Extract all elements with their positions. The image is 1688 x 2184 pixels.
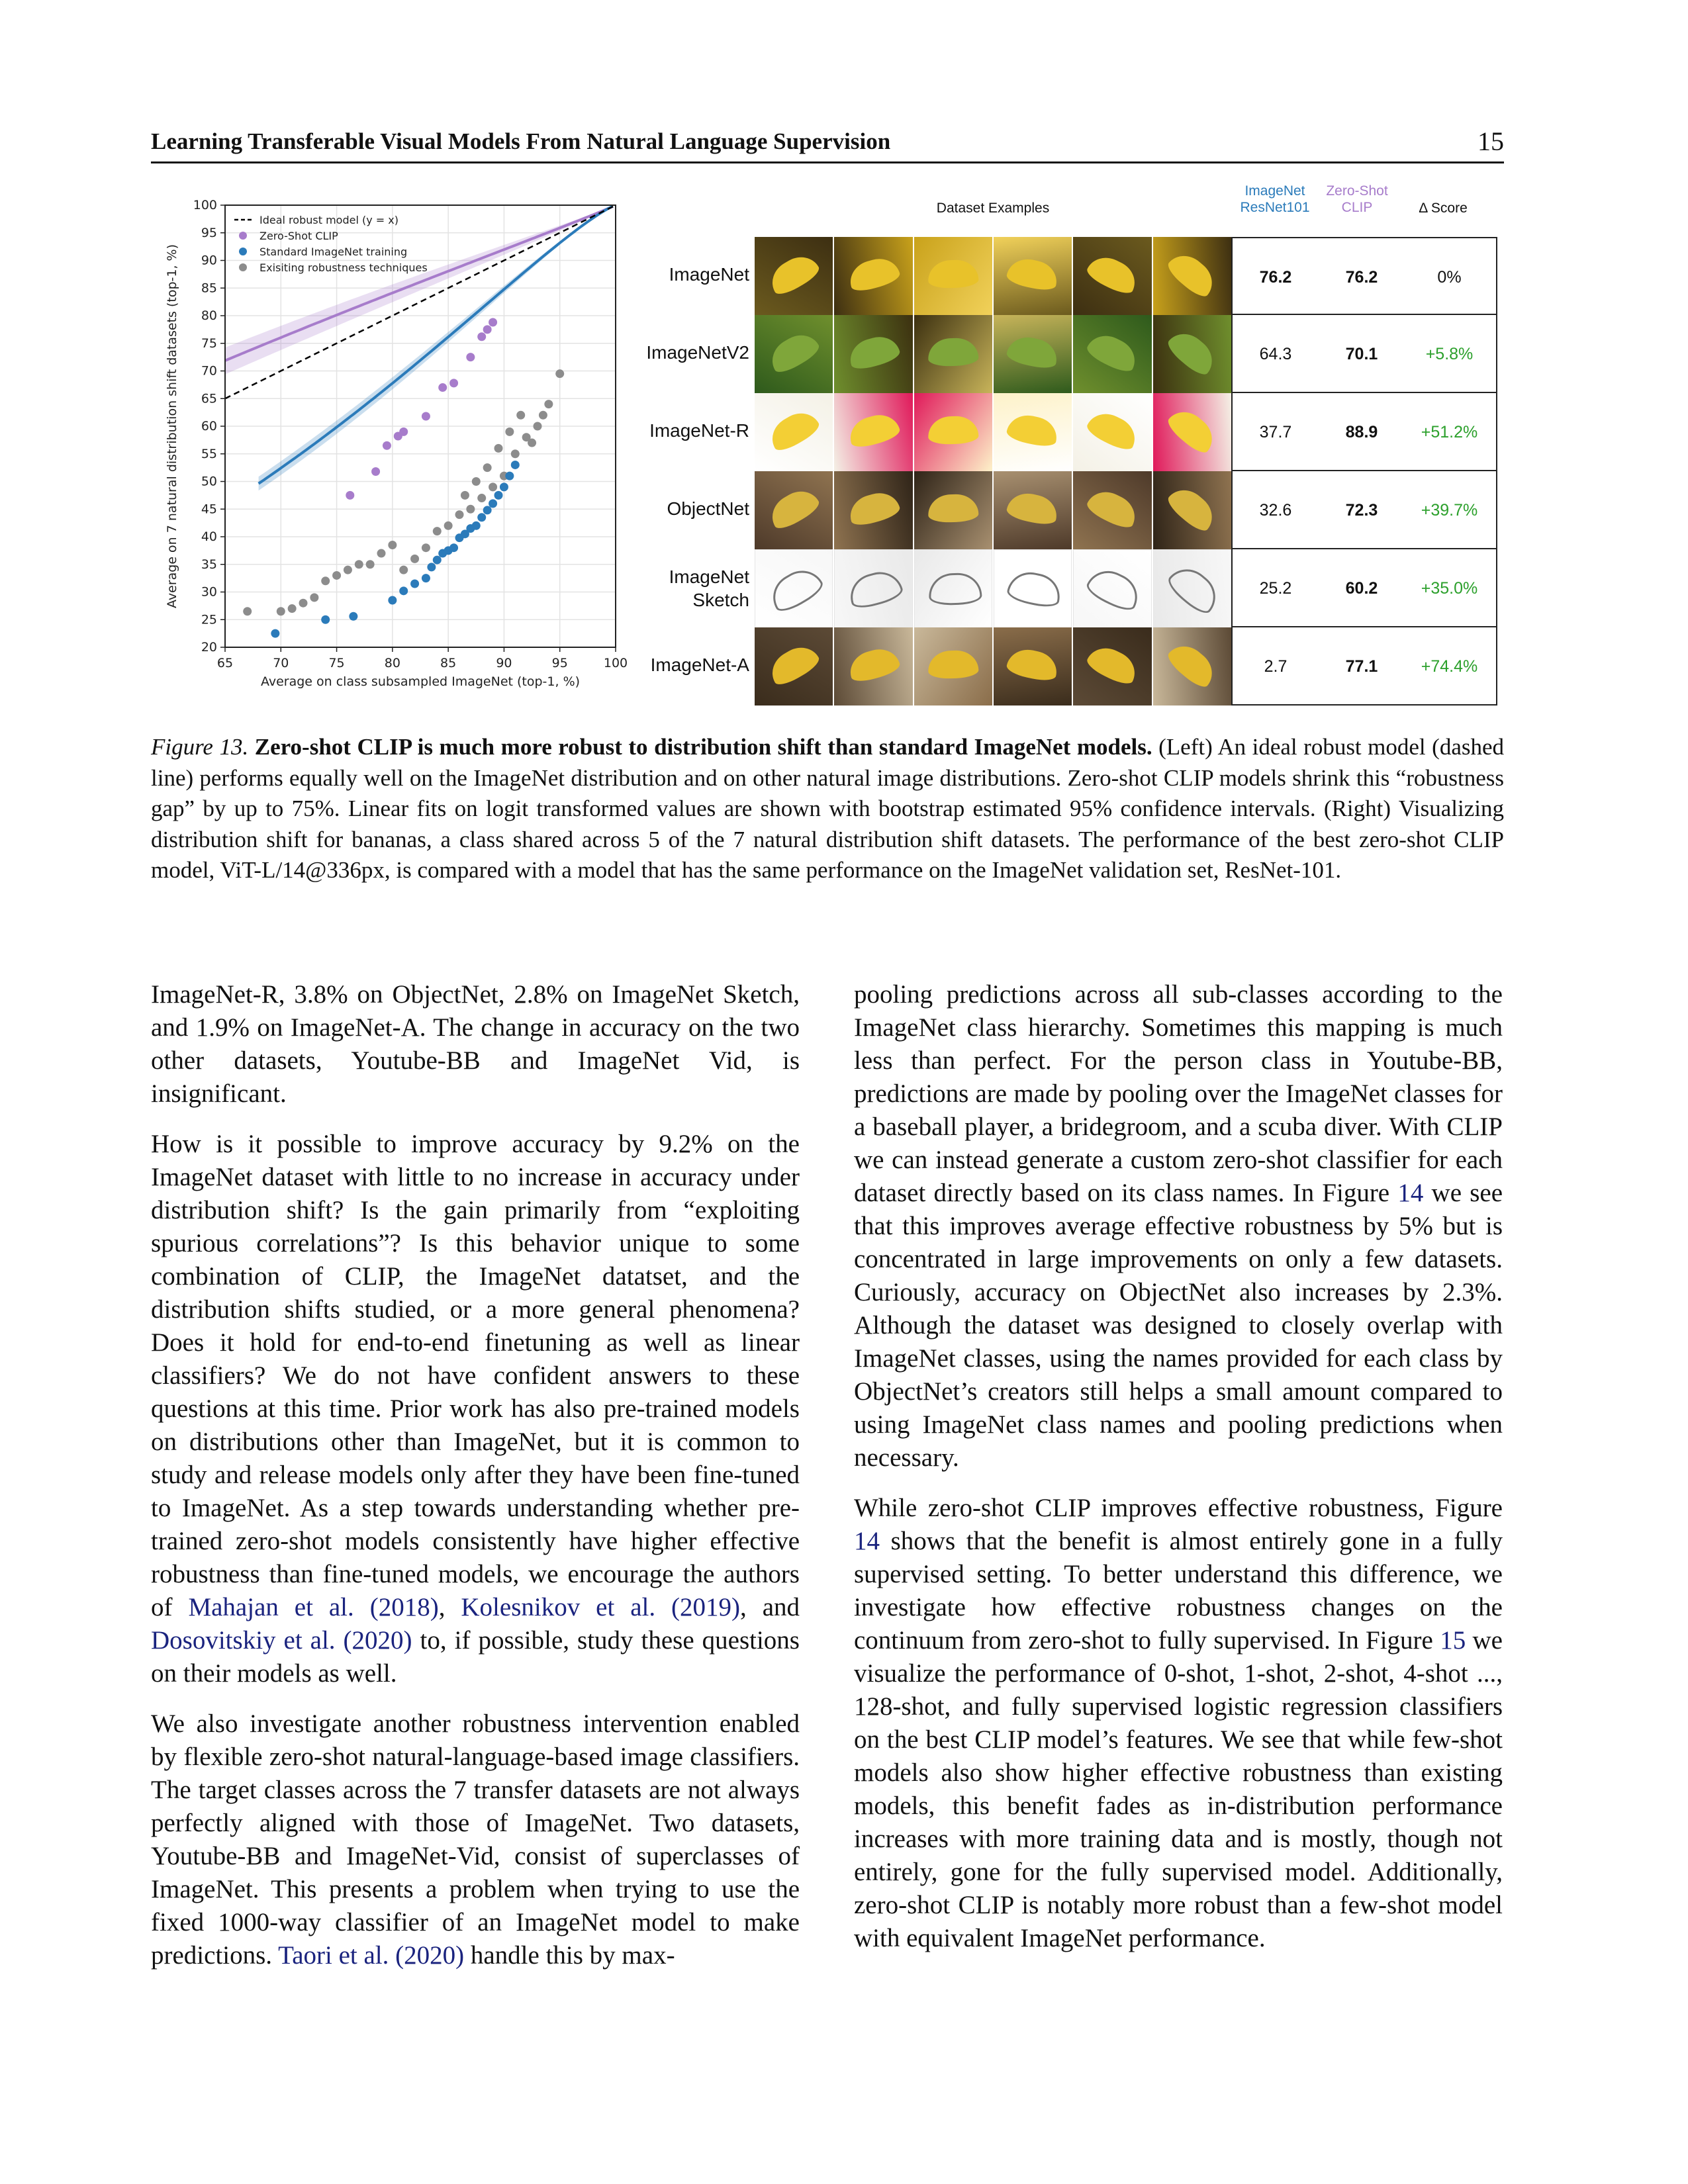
y-tick-label: 75: [201, 336, 217, 351]
banana-image: [755, 627, 833, 705]
banana-example-images: [755, 315, 1231, 393]
data-point: [422, 412, 430, 420]
legend-label: Ideal robust model (y = x): [259, 214, 399, 226]
data-point: [422, 543, 430, 552]
x-tick-label: 85: [440, 656, 457, 670]
data-point: [539, 411, 547, 420]
data-point: [489, 499, 497, 508]
banana-shape: [1164, 326, 1220, 379]
figure-link[interactable]: 14: [1397, 1179, 1424, 1207]
x-tick-label: 95: [551, 656, 568, 670]
banana-shape: [765, 484, 823, 533]
delta-score: +51.2%: [1421, 422, 1478, 441]
data-point: [483, 325, 492, 334]
data-point: [494, 491, 503, 500]
data-point: [555, 369, 564, 378]
banana-image: [755, 549, 833, 629]
clip-score: 72.3: [1345, 500, 1378, 520]
banana-image: [914, 471, 992, 549]
banana-image: [994, 393, 1072, 471]
dataset-label: ImageNet-R: [649, 420, 749, 441]
y-tick-label: 65: [201, 391, 217, 406]
banana-shape: [1006, 490, 1060, 527]
dataset-examples-header: Dataset Examples: [936, 201, 1050, 216]
banana-image: [755, 237, 833, 315]
resnet-score: 37.7: [1259, 422, 1292, 441]
resnet-score: 25.2: [1259, 578, 1292, 598]
y-tick-label: 85: [201, 281, 217, 296]
data-point: [466, 353, 475, 361]
data-point: [422, 574, 430, 582]
resnet-score: 2.7: [1264, 657, 1288, 676]
banana-shape: [1164, 638, 1220, 692]
delta-score: +74.4%: [1421, 657, 1478, 676]
banana-example-images: [755, 627, 1231, 705]
data-point: [310, 593, 318, 602]
banana-image: [914, 549, 992, 629]
banana-image: [1153, 627, 1231, 705]
banana-shape: [927, 338, 978, 367]
data-point: [433, 527, 442, 535]
clip-header: Zero-Shot CLIP: [1326, 183, 1388, 215]
banana-image: [755, 393, 833, 471]
banana-shape: [927, 494, 978, 523]
y-tick-label: 90: [201, 253, 217, 268]
banana-shape: [845, 645, 901, 686]
banana-shape: [1084, 251, 1141, 298]
clip-score: 88.9: [1345, 422, 1378, 441]
data-point: [477, 332, 486, 341]
banana-shape: [1164, 404, 1220, 457]
banana-image: [834, 471, 912, 549]
banana-shape: [845, 488, 901, 529]
banana-shape: [1006, 646, 1060, 684]
banana-image: [1073, 393, 1151, 471]
banana-example-images: [755, 549, 1231, 627]
running-header: [151, 124, 1504, 163]
resnet-score: 64.3: [1259, 344, 1292, 363]
banana-image: [914, 627, 992, 705]
score-row: [1231, 315, 1497, 393]
legend-label: Standard ImageNet training: [259, 246, 408, 258]
robustness-scatter-chart: [151, 185, 628, 702]
figure-link[interactable]: 15: [1440, 1626, 1466, 1655]
y-tick-label: 60: [201, 419, 217, 433]
figure-label: Figure 13.: [151, 734, 249, 760]
legend-label: Exisiting robustness techniques: [259, 261, 428, 274]
banana-shape: [845, 332, 901, 373]
data-point: [346, 491, 354, 500]
data-point: [271, 629, 279, 638]
data-point: [410, 579, 419, 588]
figure-link[interactable]: 14: [854, 1527, 880, 1555]
data-point: [466, 505, 475, 514]
x-tick-label: 100: [603, 656, 628, 670]
banana-image: [755, 315, 833, 393]
data-point: [516, 411, 525, 420]
banana-image: [1153, 315, 1231, 393]
data-point: [505, 472, 514, 480]
data-point: [377, 549, 386, 558]
resnet-score: 32.6: [1259, 500, 1292, 520]
banana-shape: [765, 328, 823, 377]
banana-image: [834, 393, 912, 471]
delta-score: 0%: [1437, 267, 1462, 287]
delta-score: +5.8%: [1425, 344, 1474, 363]
data-point: [288, 604, 297, 613]
data-point: [355, 560, 363, 569]
data-point: [489, 482, 497, 491]
banana-distribution-shift-figure: [629, 179, 1503, 695]
banana-shape: [927, 416, 978, 445]
citation-link[interactable]: Taori et al. (2020): [278, 1941, 465, 1970]
banana-shape: [845, 567, 906, 612]
banana-shape: [1006, 255, 1060, 293]
banana-image: [994, 315, 1072, 393]
banana-image: [1073, 315, 1151, 393]
caption-text: (Left) An ideal robust model (dashed line) performs equally well on the ImageNet distribution and on other natural image distributions. Zero-shot CLIP models shrink this “robustness gap” by up to 75%. Linear fits on logit transformed values are shown with bootstrap estimated 95% confidence intervals. (Right) Visualizing distribution shift for bananas, a class shared across 5 of the 7 natural distribution shift datasets. The performance of the best zero-shot CLIP model, ViT-L/14@336px, is compared with a model that has the same performance on the ImageNet validation set, ResNet-101.: [151, 734, 1505, 883]
data-point: [544, 400, 553, 408]
paper-title: Learning Transferable Visual Models From Natural Language Supervision: [151, 128, 891, 154]
resnet-header: ImageNet ResNet101: [1240, 183, 1310, 215]
score-row: [1231, 627, 1497, 705]
x-tick-label: 70: [273, 656, 289, 670]
data-point: [477, 513, 486, 522]
y-tick-label: 70: [201, 363, 217, 379]
banana-shape: [927, 650, 978, 680]
banana-image: [834, 549, 912, 629]
clip-score: 70.1: [1345, 344, 1378, 363]
x-tick-label: 75: [328, 656, 345, 670]
y-tick-label: 35: [201, 557, 217, 572]
banana-shape: [1006, 412, 1060, 449]
score-row: [1231, 393, 1497, 471]
banana-shape: [845, 410, 901, 451]
banana-image: [994, 627, 1072, 705]
banana-image: [834, 315, 912, 393]
legend-label: Zero-Shot CLIP: [259, 230, 338, 242]
clip-score: 76.2: [1345, 267, 1378, 287]
data-point: [371, 467, 380, 476]
data-point: [332, 571, 341, 580]
banana-image: [1153, 471, 1231, 549]
dataset-label: ImageNetV2: [646, 342, 749, 363]
data-point: [472, 477, 481, 486]
data-point: [399, 566, 408, 574]
paragraph: While zero-shot CLIP improves effective robustness, Figure 14 shows that the benefit is almost entirely gone in a fully supervised setting. To better understand this difference, we investigate how effective robustness changes on the continuum from zero-shot to fully supervised. In Figure 15 we visualize the performance of 0-shot, 1-shot, 2-shot, 4-shot ..., 128-shot, and fully supervised logistic regression classifiers on the best CLIP model’s features. We see that while few-shot models also show higher effective robustness than existing models, this benefit fades as in-distribution performance increases with more training data and is mostly, though not entirely, gone for the fully supervised model. Additionally, zero-shot CLIP is notably more robust than a few-shot model with equivalent ImageNet performance.: [854, 1494, 1503, 1952]
banana-shape: [845, 254, 901, 295]
x-tick-label: 65: [216, 656, 234, 670]
banana-example-images: [755, 471, 1231, 549]
score-row: [1231, 237, 1497, 315]
y-tick-label: 45: [201, 502, 217, 517]
legend-marker: [239, 232, 247, 240]
data-point: [433, 556, 442, 565]
data-point: [511, 449, 520, 458]
banana-shape: [1084, 563, 1146, 615]
data-point: [477, 494, 486, 502]
data-point: [534, 422, 542, 431]
data-point: [399, 428, 408, 436]
data-point: [366, 560, 375, 569]
resnet-score: 76.2: [1259, 267, 1292, 287]
citation-link[interactable]: Mahajan et al. (2018): [188, 1593, 439, 1621]
data-point: [427, 563, 436, 571]
banana-image: [914, 237, 992, 315]
banana-shape: [1084, 329, 1141, 376]
data-point: [449, 543, 458, 552]
page-number: 15: [1477, 126, 1504, 156]
dataset-label: ObjectNet: [667, 498, 749, 519]
data-point: [449, 379, 458, 387]
data-point: [277, 607, 285, 615]
y-tick-label: 100: [193, 198, 217, 212]
banana-shape: [765, 640, 823, 690]
banana-shape: [927, 259, 978, 289]
data-point: [344, 566, 352, 574]
y-tick-label: 55: [201, 446, 217, 461]
data-point: [444, 522, 453, 530]
banana-image: [994, 549, 1072, 629]
data-point: [528, 439, 536, 447]
banana-image: [834, 237, 912, 315]
banana-example-images: [755, 393, 1231, 471]
banana-image: [1153, 393, 1231, 471]
banana-shape: [1084, 641, 1141, 688]
y-tick-label: 30: [201, 584, 217, 600]
y-tick-label: 50: [201, 474, 217, 489]
banana-shape: [1164, 248, 1220, 301]
data-point: [388, 541, 397, 549]
banana-image: [1073, 549, 1151, 629]
data-point: [500, 482, 508, 491]
data-point: [483, 506, 492, 514]
dataset-label: ImageNet: [669, 264, 749, 285]
banana-shape: [1164, 482, 1220, 535]
banana-image: [1073, 237, 1151, 315]
y-tick-label: 80: [201, 308, 217, 323]
banana-example-images: [755, 237, 1231, 315]
data-point: [349, 612, 357, 621]
y-tick-label: 25: [201, 612, 217, 627]
score-row: [1231, 549, 1497, 627]
banana-shape: [1006, 569, 1064, 611]
data-point: [299, 599, 308, 608]
banana-image: [914, 393, 992, 471]
figure-caption: [151, 732, 1504, 886]
figure-title: Zero-shot CLIP is much more robust to distribution shift than standard ImageNet models.: [254, 734, 1152, 760]
banana-shape: [1084, 485, 1141, 532]
x-tick-label: 80: [384, 656, 400, 670]
data-point: [410, 555, 419, 563]
citation-link[interactable]: Dosovitskiy et al. (2020): [151, 1626, 412, 1655]
data-point: [388, 596, 397, 605]
dataset-label: ImageNet Sketch: [669, 567, 749, 610]
banana-image: [834, 627, 912, 705]
clip-score: 60.2: [1345, 578, 1378, 598]
data-point: [321, 615, 330, 624]
paragraph: ImageNet-R, 3.8% on ObjectNet, 2.8% on ImageNet Sketch, and 1.9% on ImageNet-A. The change in accuracy on the two other datasets, Youtube-BB and ImageNet Vid, is insignificant.: [151, 980, 800, 1108]
delta-score-header: Δ Score: [1419, 201, 1468, 216]
banana-shape: [765, 406, 823, 455]
banana-shape: [1163, 560, 1225, 619]
banana-image: [914, 315, 992, 393]
y-tick-label: 95: [201, 225, 217, 240]
data-point: [243, 607, 252, 615]
delta-score: +39.7%: [1421, 500, 1478, 520]
paragraph: pooling predictions across all sub-classes according to the ImageNet class hierarchy. Sometimes this mapping is much less than perfect. For the person class in Youtube-BB, predictions are made by pooling over the ImageNet classes for a baseball player, a bridegroom, and a scuba diver. With CLIP we can instead generate a custom zero-shot classifier for each dataset directly based on its class names. In Figure 14 we see that this improves average effective robustness by 5% but is concentrated in large improvements on only a few datasets. Curiously, accuracy on ObjectNet also increases by 2.3%. Although the dataset was designed to closely overlap with ImageNet classes, using the names provided for each class by ObjectNet’s creators still helps a small amount compared to using ImageNet class names and pooling predictions when necessary.: [854, 980, 1503, 1472]
y-tick-label: 20: [201, 640, 217, 655]
y-tick-label: 40: [201, 529, 217, 544]
right-column: [854, 978, 1503, 1972]
banana-image: [1073, 471, 1151, 549]
citation-link[interactable]: Kolesnikov et al. (2019): [461, 1593, 741, 1621]
delta-score: +35.0%: [1421, 578, 1478, 598]
data-point: [505, 428, 514, 436]
data-point: [438, 383, 447, 392]
banana-image: [1153, 237, 1231, 315]
data-point: [489, 318, 497, 327]
score-row: [1231, 471, 1497, 549]
banana-shape: [765, 563, 827, 617]
banana-image: [994, 471, 1072, 549]
legend-marker: [239, 248, 247, 255]
clip-score: 77.1: [1345, 657, 1378, 676]
data-point: [483, 463, 492, 472]
banana-image: [755, 471, 833, 549]
x-tick-label: 90: [496, 656, 512, 670]
banana-shape: [1006, 334, 1060, 371]
x-axis-label: Average on class subsampled ImageNet (top-1, %): [260, 674, 581, 689]
banana-shape: [928, 572, 982, 606]
data-point: [511, 461, 520, 469]
banana-image: [1153, 549, 1231, 629]
banana-image: [1073, 627, 1151, 705]
data-point: [383, 441, 391, 450]
banana-image: [994, 237, 1072, 315]
data-point: [494, 444, 503, 453]
paragraph: We also investigate another robustness intervention enabled by flexible zero-shot natural-language-based image classifiers. The target classes across the 7 transfer datasets are not always perfectly aligned with those of ImageNet. Two datasets, Youtube-BB and ImageNet-Vid, consist of superclasses of ImageNet. This presents a problem when trying to use the fixed 1000-way classifier of an ImageNet model to make predictions. Taori et al. (2020) handle this by max-: [151, 1709, 800, 1970]
data-point: [455, 510, 464, 519]
data-point: [321, 576, 330, 585]
y-axis-label: Average on 7 natural distribution shift datasets (top-1, %): [165, 244, 179, 609]
banana-shape: [765, 250, 823, 299]
dataset-label: ImageNet-A: [650, 655, 749, 675]
data-point: [399, 586, 408, 595]
chart-legend: [234, 214, 428, 274]
banana-shape: [1084, 407, 1141, 454]
data-point: [461, 491, 469, 500]
left-column: [151, 978, 800, 1989]
legend-marker: [239, 263, 247, 271]
paragraph: How is it possible to improve accuracy by 9.2% on the ImageNet dataset with little to no increase in accuracy under distribution shift? Is the gain primarily from “exploiting spurious correlations”? Is this behavior unique to some combination of CLIP, the ImageNet datatset, and the distribution shifts studied, or a more general phenomena? Does it hold for end-to-end finetuning as well as linear classifiers? We do not have confident answers to these questions at this time. Prior work has also pre-trained models on distributions other than ImageNet, but it is common to study and release models only after they have been fine-tuned to ImageNet. As a step towards understanding whether pre-trained zero-shot models consistently have higher effective robustness than fine-tuned models, we encourage the authors of Mahajan et al. (2018), Kolesnikov et al. (2019), and Dosovitskiy et al. (2020) to, if possible, study these questions on their models as well.: [151, 1130, 800, 1688]
data-point: [472, 522, 481, 530]
